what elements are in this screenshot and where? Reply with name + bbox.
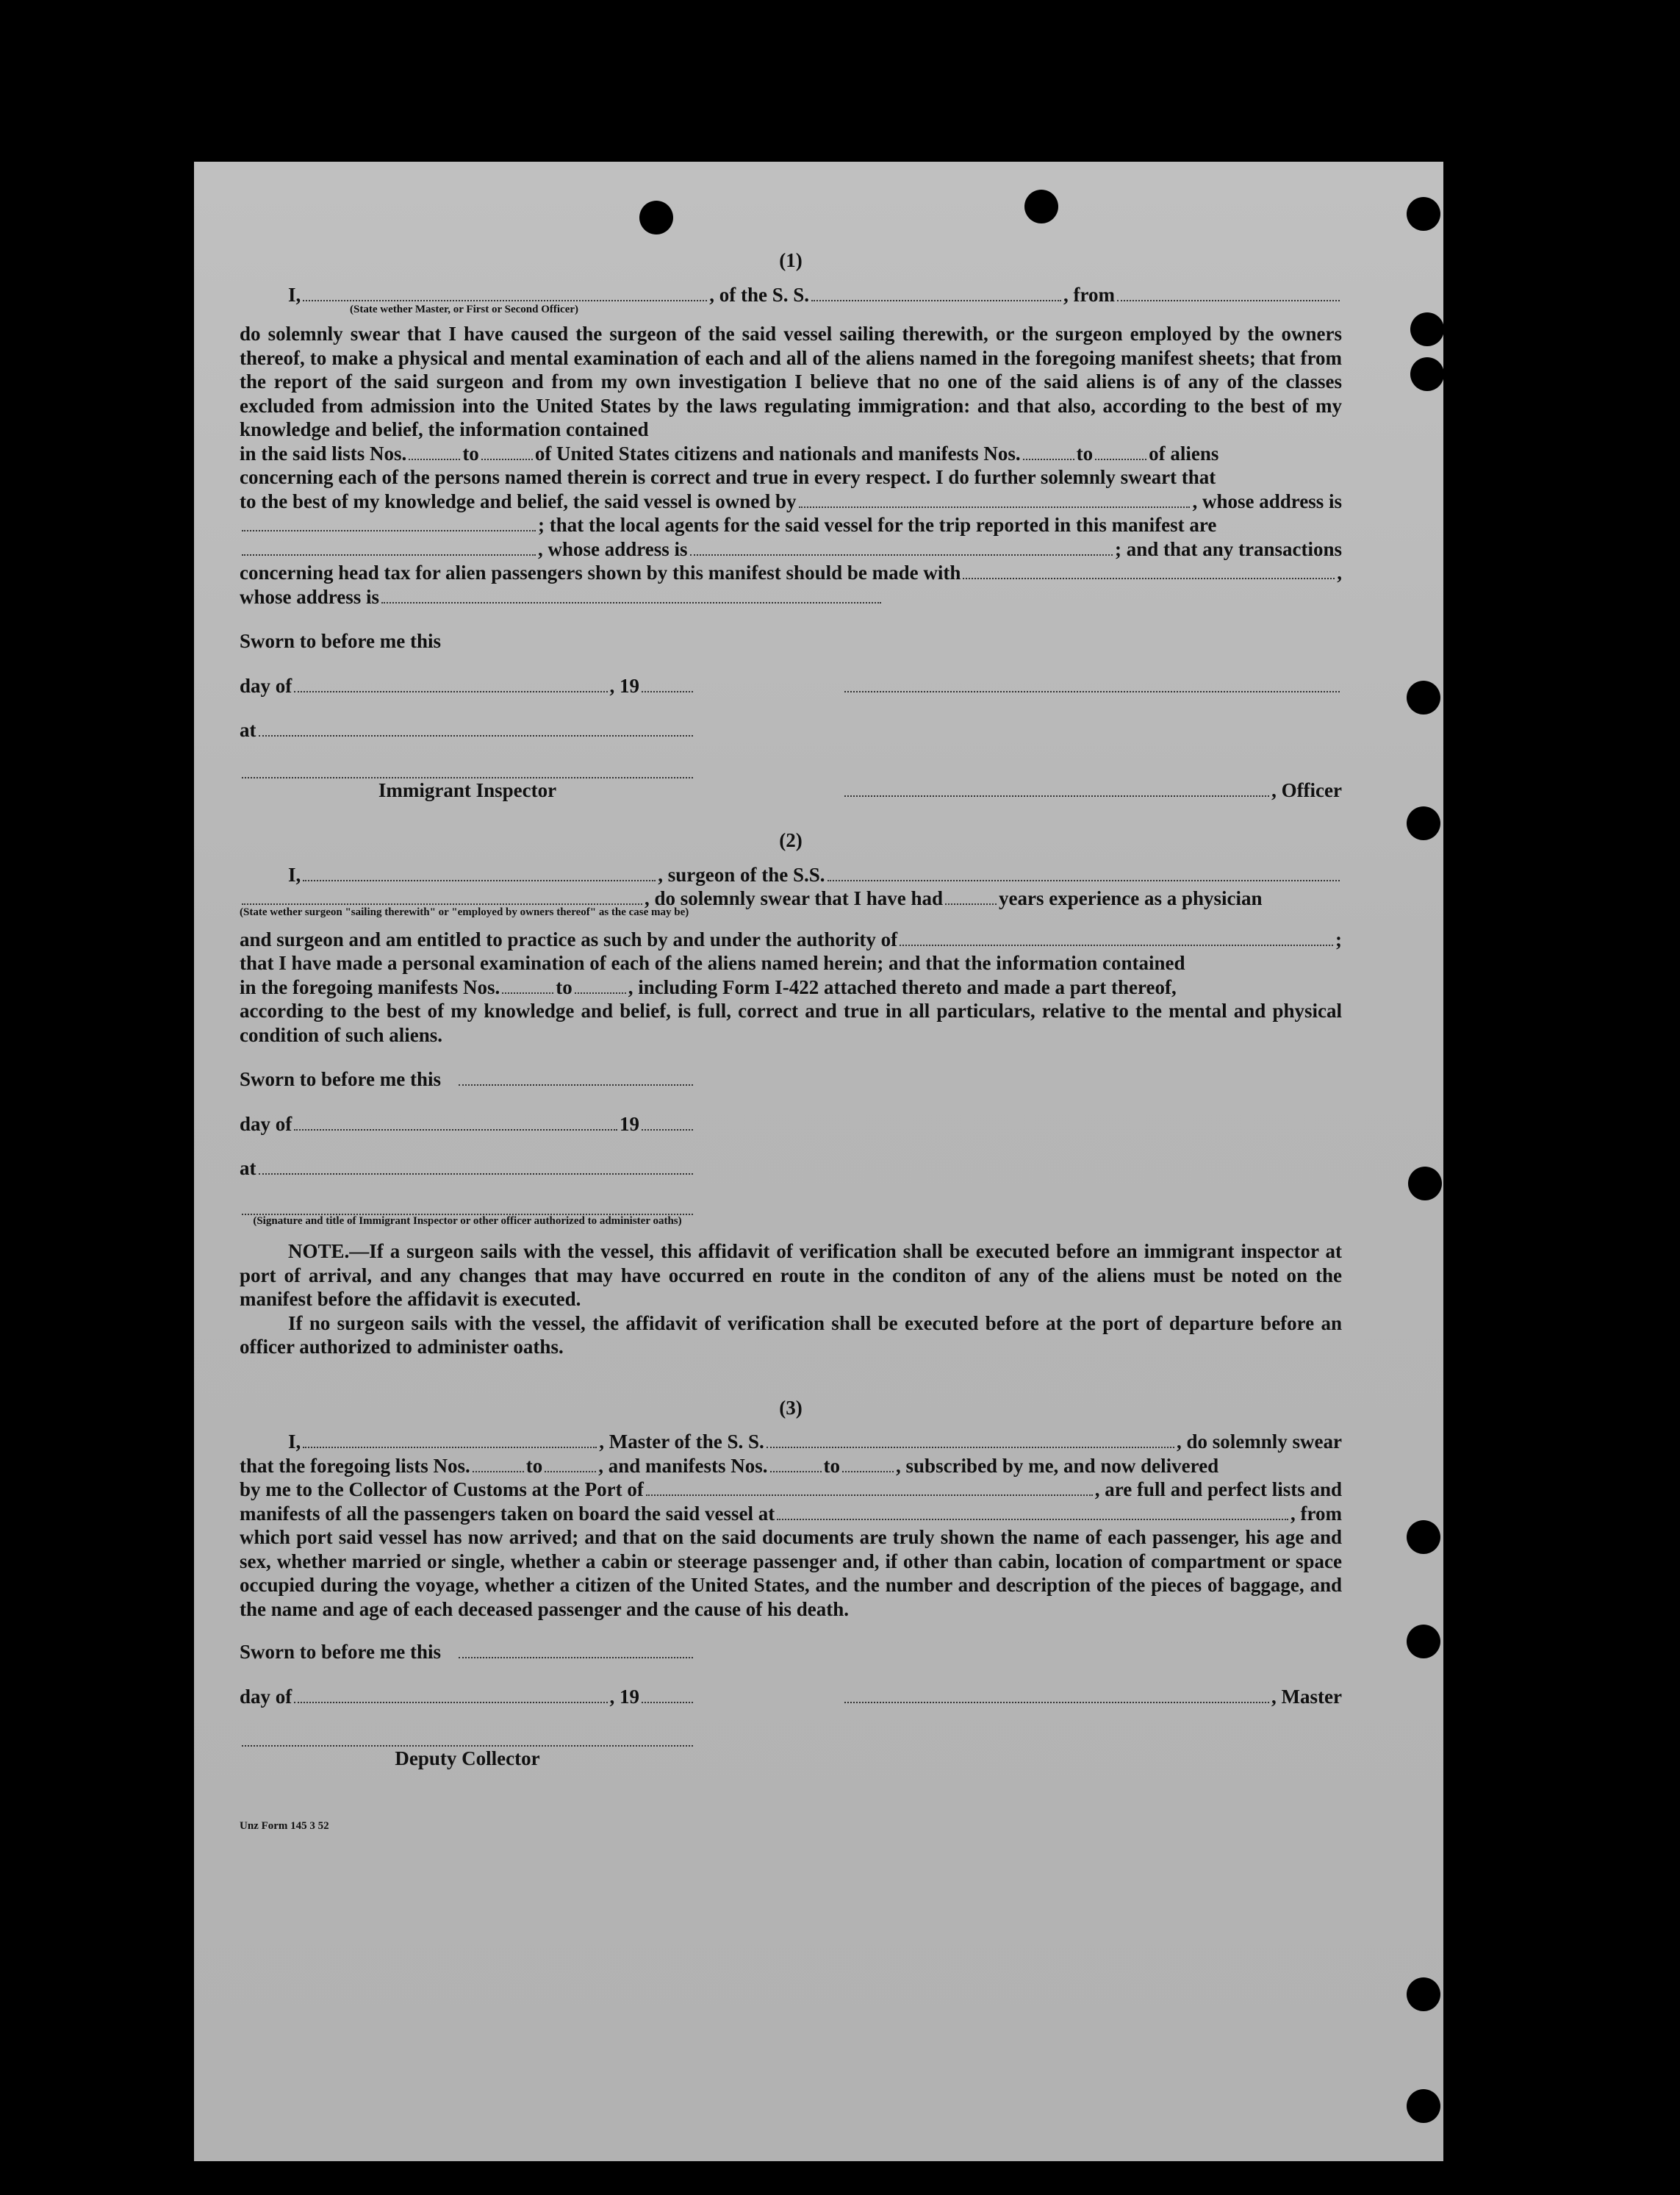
lists-from-field[interactable]: [409, 444, 460, 459]
master-note: (State wether Master, or First or Second Officer): [350, 304, 579, 315]
lists-label: in the said lists Nos.: [240, 442, 407, 465]
port-field[interactable]: [646, 1480, 1093, 1496]
form-number: Unz Form 145 3 52: [240, 1820, 329, 1833]
section-3-board-line: [240, 1502, 1342, 1526]
sworn-label: Sworn to before me this: [240, 1068, 441, 1091]
at-field[interactable]: [259, 721, 694, 737]
immigrant-inspector-caption: Immigrant Inspector: [378, 778, 557, 801]
punch-hole: [1407, 806, 1440, 840]
surgeon-name-field[interactable]: [303, 866, 656, 881]
vessel-name-field[interactable]: [767, 1433, 1174, 1448]
board-label: manifests of all the passengers taken on board the said vessel at: [240, 1502, 775, 1525]
at-field[interactable]: [259, 1159, 694, 1175]
section-2-para-end: according to the best of my knowledge and belief, is full, correct and true in all particulars, relative to the mental and physical condition of such aliens.: [240, 1000, 1342, 1046]
punch-hole: [1410, 312, 1444, 346]
section-2-surgeon-line: [240, 863, 1342, 887]
section-1-agents-address-line: [240, 537, 1342, 562]
manifests-label: , and manifests Nos.: [598, 1454, 768, 1477]
surgeon-type-field[interactable]: [242, 889, 642, 905]
vessel-name-field[interactable]: [811, 285, 1061, 301]
day-field[interactable]: [294, 676, 607, 692]
day-of-label: day of: [240, 1112, 292, 1135]
manifests-from-field[interactable]: [1023, 444, 1074, 459]
day-field[interactable]: [294, 1115, 617, 1131]
collector-signature-line[interactable]: [242, 1730, 693, 1746]
manifests-to-field[interactable]: [842, 1456, 894, 1472]
inspector-signature-line[interactable]: [242, 763, 693, 778]
section-1-owner-line: [240, 490, 1342, 514]
date-row-2: [240, 1112, 695, 1136]
label-i: I,: [288, 863, 301, 886]
manifests-from-field[interactable]: [770, 1456, 822, 1472]
sworn-field[interactable]: [459, 1070, 693, 1086]
swear-label: , do solemnly swear: [1177, 1430, 1342, 1453]
to-label: to: [525, 1454, 543, 1477]
inspector-sig-line-2: [240, 1200, 695, 1215]
at-label: at: [240, 1157, 256, 1180]
manifests-label: in the foregoing manifests Nos.: [240, 975, 500, 998]
day-of-label: day of: [240, 674, 292, 697]
section-2-personal: that I have made a personal examination of each of the aliens named herein; and that the information contained: [240, 952, 1185, 975]
sworn-label: Sworn to before me this: [240, 630, 441, 652]
sworn-line-3: [240, 1640, 695, 1664]
lists-from-field[interactable]: [473, 1456, 524, 1472]
surgeon-note: (State wether surgeon "sailing therewith" or "employed by owners thereof" as the case may be): [240, 906, 689, 918]
surgeon-vessel-field[interactable]: [828, 866, 1340, 881]
punch-hole: [1407, 1977, 1440, 2011]
form-i422-label: , including Form I-422 attached thereto and made a part thereof,: [628, 975, 1177, 998]
year-field[interactable]: [642, 1115, 693, 1131]
label-i: I,: [288, 1430, 301, 1453]
owner-field[interactable]: [799, 492, 1191, 507]
punch-hole: [1407, 1625, 1440, 1658]
agents-address-field[interactable]: [690, 540, 1113, 555]
departure-port-field[interactable]: [1117, 285, 1340, 301]
master-of-label: , Master of the S. S.: [599, 1430, 764, 1453]
signature-line[interactable]: [844, 676, 1340, 692]
master-signature-line[interactable]: [844, 1687, 1269, 1702]
headtax-address-field[interactable]: [381, 587, 881, 603]
section-1-para-b: concerning each of the persons named therein is correct and true in every respect. I do further solemnly sweart that: [240, 466, 1216, 488]
punch-hole: [1024, 190, 1058, 223]
year-field[interactable]: [642, 1687, 693, 1702]
section-3-number: (3): [779, 1396, 803, 1419]
sworn-line-2: [240, 1067, 695, 1092]
officer-caption-row: [240, 778, 1342, 803]
whose-address-label: , whose address is: [538, 537, 688, 560]
deputy-collector-caption: Deputy Collector: [395, 1747, 540, 1769]
sworn-line-1: [240, 629, 695, 654]
lists-to-field[interactable]: [481, 444, 533, 459]
sworn-label: Sworn to before me this: [240, 1641, 441, 1664]
full-lists-label: , are full and perfect lists and: [1094, 1478, 1342, 1501]
subscribed-label: , subscribed by me, and now delivered: [896, 1454, 1219, 1477]
section-2-number: (2): [779, 829, 803, 852]
section-1-whose-address-line: [240, 585, 1342, 609]
collector-sig-line: [240, 1730, 695, 1746]
section-1-lists-line: [240, 442, 1342, 466]
punch-hole: [1407, 197, 1440, 231]
note-2: If no surgeon sails with the vessel, the affidavit of verification shall be executed before at the port of departure before an officer authorized to administer oaths.: [240, 1311, 1342, 1358]
to-label: to: [823, 1454, 841, 1477]
to-label: to: [1076, 442, 1094, 465]
whose-address-label: , whose address is: [1192, 490, 1342, 512]
lists-to-field[interactable]: [545, 1456, 596, 1472]
label-of-ss: , of the S. S.: [709, 283, 810, 306]
section-1-para-a: do solemnly swear that I have caused the surgeon of the said vessel sailing therewith, or the surgeon employed by the owners thereof, to make a physical and mental examination of each and all of the aliens named in the foregoing manifest sheets; that from the report of the said surgeon and from my own investigation I believe that no one of the said aliens is of any of the classes excluded from admission into the United States by the laws regulating immigration: and that also, according to the best of my knowledge and belief, the information contained: [240, 323, 1342, 440]
headtax-field[interactable]: [963, 564, 1335, 579]
punch-hole: [1407, 681, 1440, 715]
comma: ,: [1337, 562, 1342, 584]
manifest-from-field[interactable]: [502, 978, 553, 994]
from-label: , from: [1290, 1502, 1342, 1525]
section-1-agents-line: [240, 513, 1342, 537]
manifests-to-field[interactable]: [1095, 444, 1146, 459]
board-port-field[interactable]: [777, 1504, 1288, 1519]
years-field[interactable]: [945, 889, 997, 905]
section-2-authority-line: [240, 928, 1342, 952]
punch-hole: [1410, 357, 1444, 391]
day-of-label: day of: [240, 1685, 292, 1708]
punch-hole: [639, 201, 673, 234]
section-2-manifest-line: [240, 975, 1342, 1000]
at-line-2: [240, 1156, 695, 1181]
owner-address-field[interactable]: [242, 516, 536, 531]
master-name-field[interactable]: [303, 1433, 597, 1448]
note-1: NOTE.—If a surgeon sails with the vessel, this affidavit of verification shall be executed before an immigrant inspector at port of arrival, and any changes that may have occurred en route in the conditon of any of the aliens must be noted on the manifest before the affidavit is executed.: [240, 1240, 1342, 1311]
agents-label: ; that the local agents for the said vessel for the trip reported in this manifest are: [538, 514, 1217, 536]
year-label: , 19: [609, 674, 639, 697]
physician-label: years experience as a physician: [999, 887, 1263, 910]
surgeon-of-label: , surgeon of the S.S.: [658, 863, 825, 886]
day-field[interactable]: [294, 1687, 607, 1702]
manifests-label: of United States citizens and nationals and manifests Nos.: [534, 442, 1021, 465]
section-3-lists-line: [240, 1454, 1342, 1478]
punch-hole: [1408, 1167, 1442, 1200]
label-i: I,: [288, 283, 301, 306]
sig-note: (Signature and title of Immigrant Inspector or other officer authorized to administer oaths): [253, 1215, 682, 1228]
form-content: [240, 248, 1342, 1838]
inspector-signature-line[interactable]: [242, 1200, 693, 1215]
master-label: , Master: [1271, 1685, 1342, 1708]
sworn-field[interactable]: [459, 1643, 693, 1658]
officer-signature-line[interactable]: [844, 781, 1269, 797]
whose-address-label: whose address is: [240, 585, 380, 608]
manifest-to-field[interactable]: [575, 978, 626, 994]
punch-hole: [1407, 1520, 1440, 1554]
manifest-page: [194, 162, 1443, 2161]
collector-label: by me to the Collector of Customs at the Port of: [240, 1478, 644, 1501]
year-label: 19: [620, 1112, 639, 1135]
date-row-1: [240, 674, 1342, 698]
owned-label: to the best of my knowledge and belief, the said vessel is owned by: [240, 490, 797, 512]
agents-field[interactable]: [242, 540, 536, 555]
at-label: at: [240, 719, 256, 741]
section-1-number: (1): [779, 249, 803, 271]
section-1-headtax-line: [240, 561, 1342, 585]
aliens-label: of aliens: [1149, 442, 1219, 465]
punch-hole: [1407, 2089, 1440, 2123]
transactions-label: ; and that any transactions: [1114, 537, 1342, 560]
semicolon: ;: [1335, 928, 1342, 950]
to-label: to: [556, 975, 572, 998]
to-label: to: [462, 442, 479, 465]
officer-row: [240, 763, 1342, 778]
year-field[interactable]: [642, 676, 693, 692]
section-3-master-line: [240, 1430, 1342, 1454]
section-3-para-end: which port said vessel has now arrived; and that on the said documents are truly shown the name of each passenger, his age and sex, whether married or single, whether a cabin or steerage passenger and, if other than cabin, location of compartment or space occupied during the voyage, whether a citizen of the United States, and the number and description of the pieces of baggage, and the name and age of each deceased passenger and the cause of his death.: [240, 1526, 1342, 1620]
authority-label: and surgeon and am entitled to practice as such by and under the authority of: [240, 928, 898, 950]
officer-label: , Officer: [1271, 778, 1342, 801]
sworn-experience-label: , do solemnly swear that I have had: [645, 887, 944, 910]
headtax-label: concerning head tax for alien passengers shown by this manifest should be made with: [240, 562, 961, 584]
authority-field[interactable]: [900, 931, 1333, 946]
master-name-field[interactable]: [303, 285, 707, 301]
lists-label: that the foregoing lists Nos.: [240, 1454, 470, 1477]
year-label: , 19: [609, 1685, 639, 1708]
section-3-collector-line: [240, 1478, 1342, 1502]
label-from: , from: [1063, 283, 1116, 306]
at-line-1: [240, 718, 695, 742]
date-row-3: [240, 1685, 1342, 1709]
